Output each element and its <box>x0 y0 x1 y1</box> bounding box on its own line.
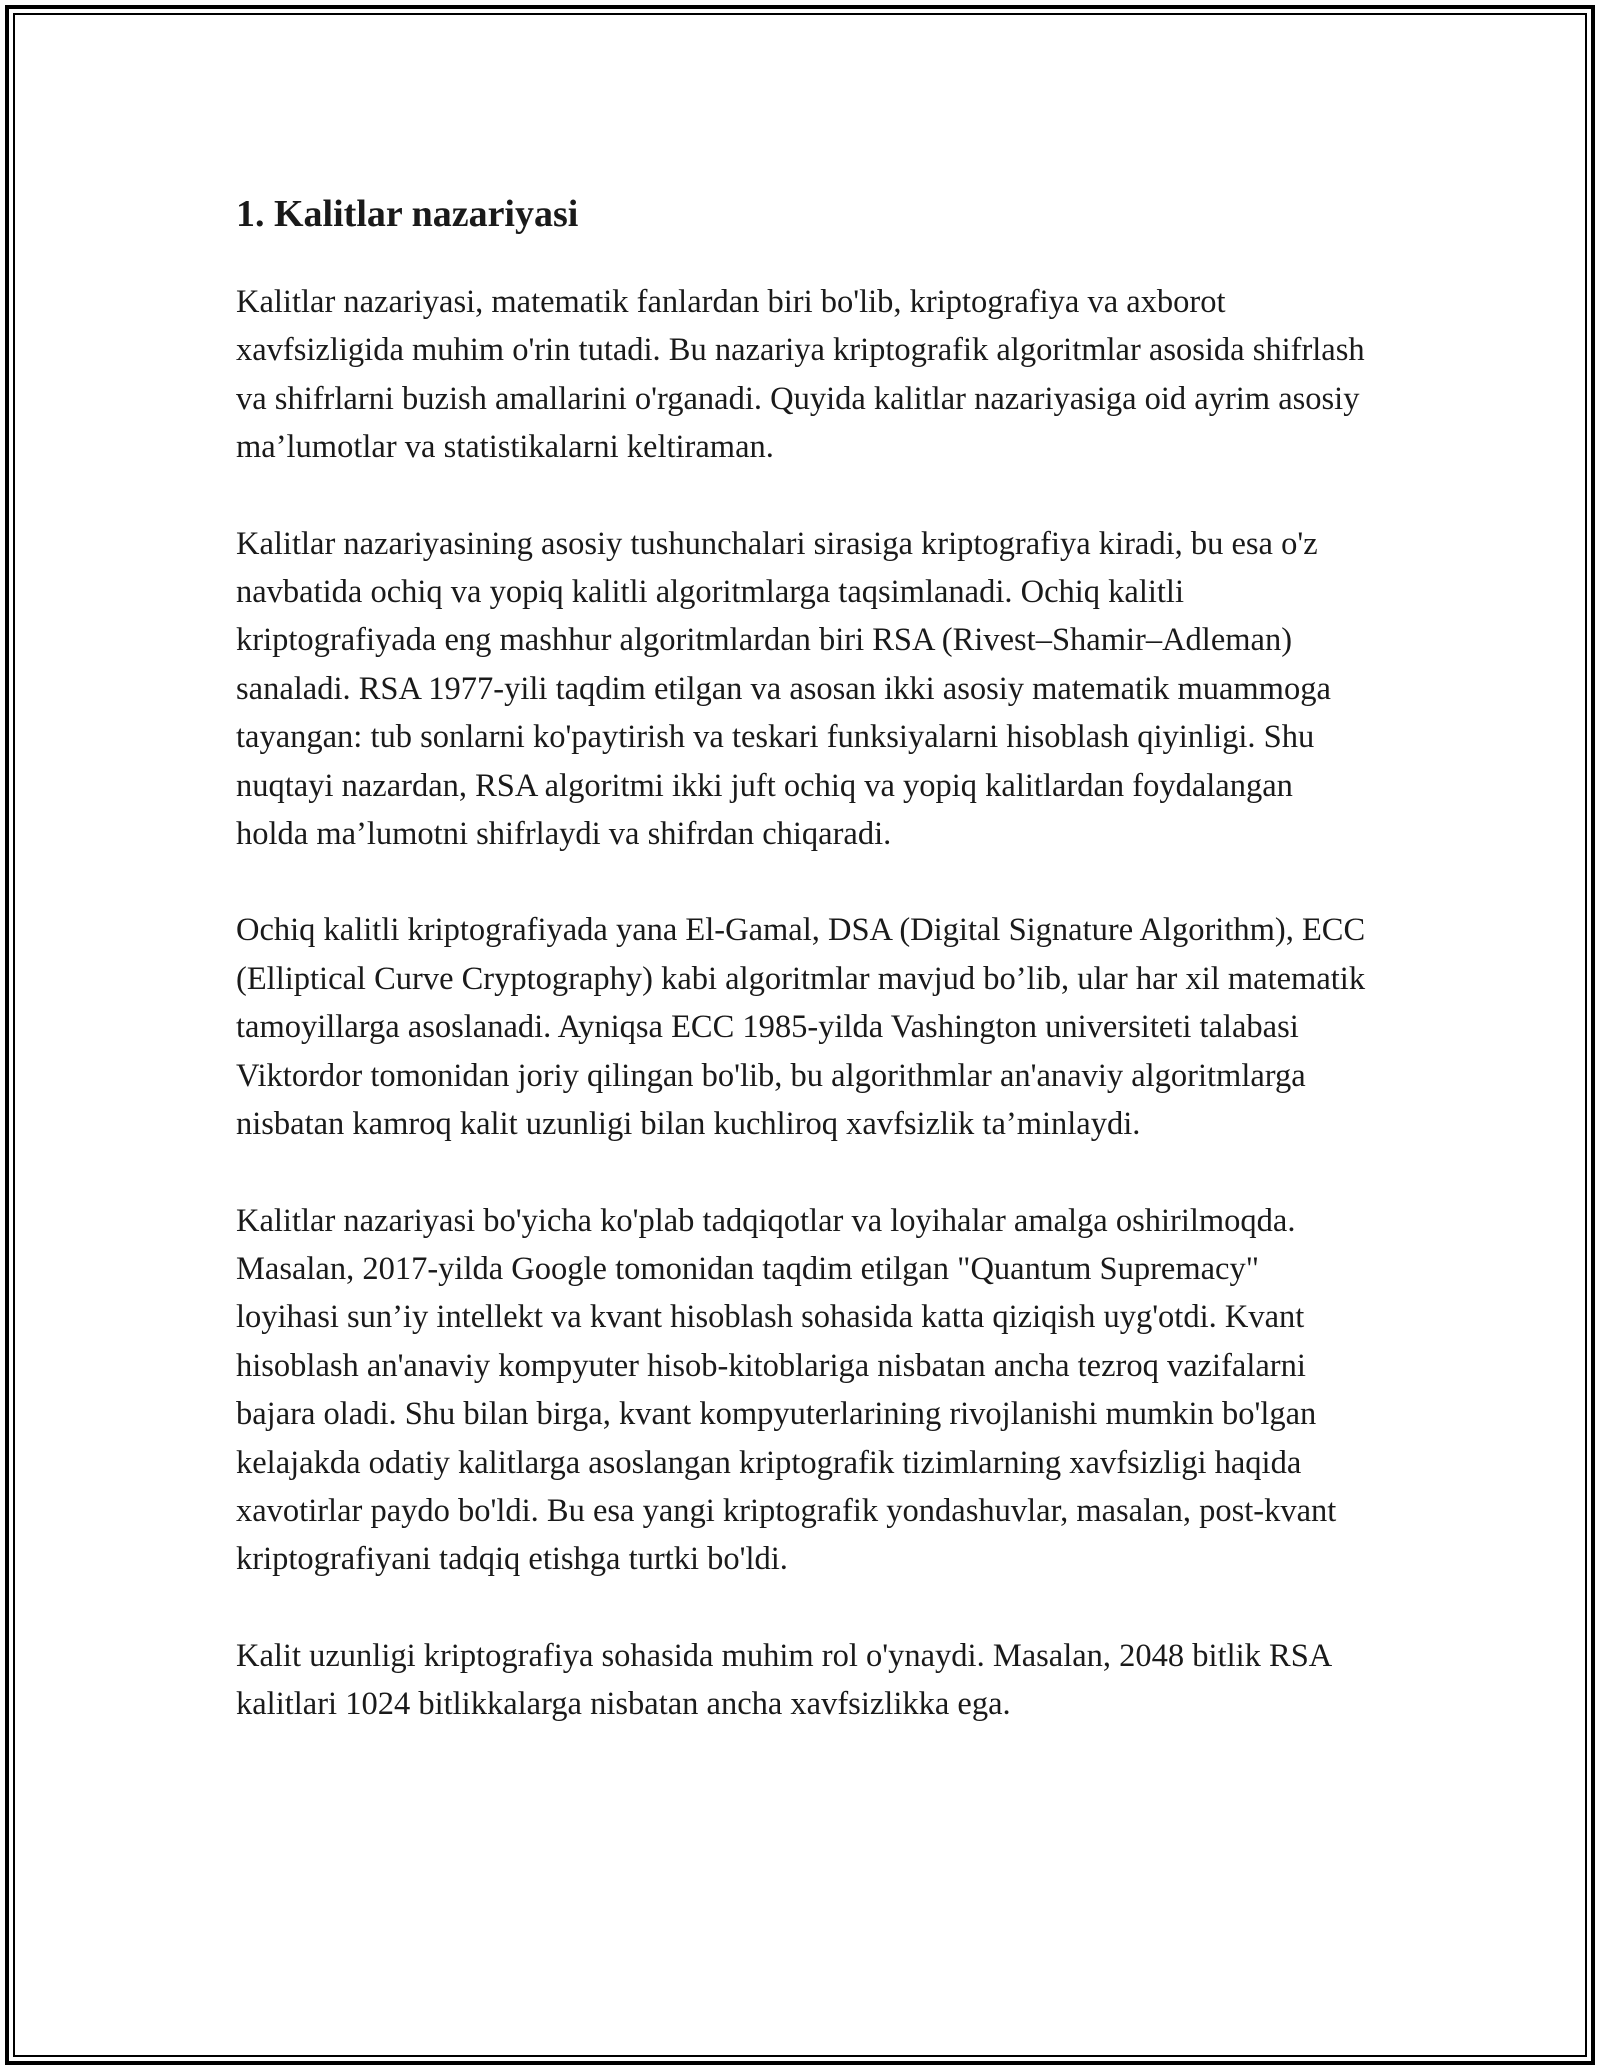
paragraph-4: Kalitlar nazariyasi bo'yicha ko'plab tadqiqotlar va loyihalar amalga oshirilmoqda. Masalan, 2017-yilda Google tomonidan taqdim etilgan "Quantum Supremacy" loyihasi sun’iy intellekt va kvant hisoblash sohasida katta qiziqish uyg'otdi. Kvant hisoblash an'anaviy kompyuter hisob-kitoblariga nisbatan ancha tezroq vazifalarni bajara oladi. Shu bilan birga, kvant kompyuterlarining rivojlanishi mumkin bo'lgan kelajakda odatiy kalitlarga asoslangan kriptografik tizimlarning xavfsizligi haqida xavotirlar paydo bo'ldi. Bu esa yangi kriptografik yondashuvlar, masalan, post-kvant kriptografiyani tadqiq etishga turtki bo'ldi. <box>236 1202 1337 1578</box>
paragraph-2: Kalitlar nazariyasining asosiy tushunchalari sirasiga kriptografiya kiradi, bu esa o'z navbatida ochiq va yopiq kalitli algoritmlarga taqsimlanadi. Ochiq kalitli kriptografiyada eng mashhur algoritmlardan biri RSA (Rivest–Shamir–Adleman) sanaladi. RSA 1977-yili taqdim etilgan va asosan ikki asosiy matematik muammoga tayangan: tub sonlarni ko'paytirish va teskari funksiyalarni hisoblash qiyinligi. Shu nuqtayi nazardan, RSA algoritmi ikki juft ochiq va yopiq kalitlardan foydalangan holda ma’lumotni shifrlaydi va shifrdan chiqaradi. <box>236 525 1331 853</box>
paragraph-3: Ochiq kalitli kriptografiyada yana El-Gamal, DSA (Digital Signature Algorithm), ECC (Elliptical Curve Cryptography) kabi algoritmlar mavjud bo’lib, ular har xil matematik tamoyillarga asoslanadi. Ayniqsa ECC 1985-yilda Vashington universiteti talabasi Viktordor tomonidan joriy qilingan bo'lib, bu algorithmlar an'anaviy algoritmlarga nisbatan kamroq kalit uzunligi bilan kuchliroq xavfsizlik ta’minlaydi. <box>236 912 1366 1143</box>
document-body <box>236 188 1366 1777</box>
paragraph-5: Kalit uzunligi kriptografiya sohasida muhim rol o'ynaydi. Masalan, 2048 bitlik RSA kalitlari 1024 bitlikkalarga nisbatan ancha xavfsizlikka ega. <box>236 1637 1331 1723</box>
section-heading: 1. Kalitlar nazariyasi <box>236 193 579 235</box>
paragraph-1: Kalitlar nazariyasi, matematik fanlardan biri bo'lib, kriptografiya va axborot xavfsizligida muhim o'rin tutadi. Bu nazariya kriptografik algoritmlar asosida shifrlash va shifrlarni buzish amallarini o'rganadi. Quyida kalitlar nazariyasiga oid ayrim asosiy ma’lumotlar va statistikalarni keltiraman. <box>236 284 1365 466</box>
